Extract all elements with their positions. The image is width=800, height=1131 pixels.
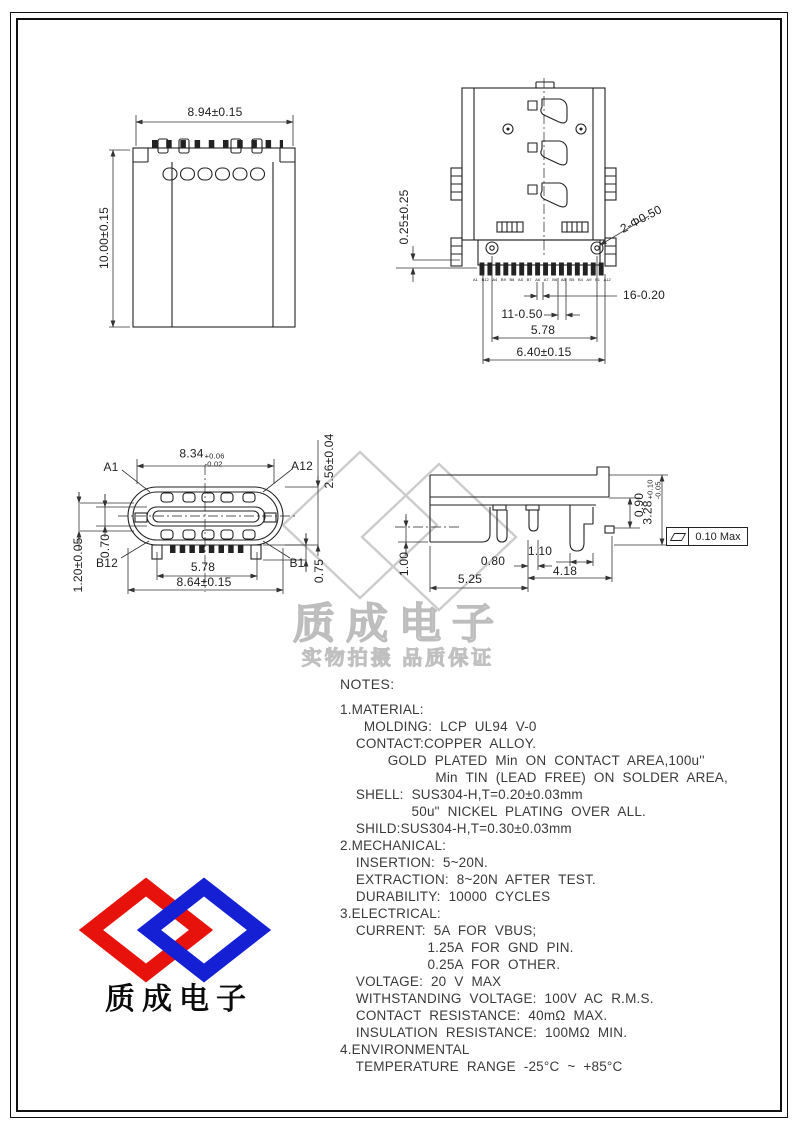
dim-side-leg2-width: 1.10 — [527, 544, 553, 558]
pin-label: A1 — [473, 277, 478, 282]
dim-side-span1: 5.25 — [457, 572, 483, 586]
watermark-subtitle: 实物拍摄 品质保证 — [301, 647, 495, 670]
company-name: 质成电子 — [105, 983, 253, 1016]
dim-front-height: 10.00±0.15 — [97, 207, 111, 269]
view-bottom-body — [451, 78, 616, 269]
pin-label: A7 — [543, 277, 549, 282]
dim-mating-shell-width: 8.64±0.15 — [176, 575, 232, 589]
pin-label: B8 — [509, 277, 515, 282]
pin-label: B4 — [577, 277, 583, 282]
flatness-value: 0.10 Max — [695, 530, 741, 543]
pin-label: A5 — [518, 277, 523, 282]
label-pin-a1: A1 — [103, 460, 119, 474]
notes-line: SHELL: SUS304-H,T=0.20±0.03mm — [340, 787, 583, 802]
dim-mating-opening: 1.20±0.05 — [71, 537, 85, 593]
notes-line: MOLDING: LCP UL94 V-0 — [340, 719, 537, 734]
dim-mating-width-tol: 8.34 +0.06 -0.02 — [179, 446, 225, 468]
dim-side-leg1-width: 0.80 — [480, 554, 506, 568]
notes-line: VOLTAGE: 20 V MAX — [340, 974, 502, 989]
notes-line: 50u" NICKEL PLATING OVER ALL. — [340, 804, 646, 819]
watermark-title: 质成电子 — [292, 600, 506, 647]
pin-label: B12 — [481, 277, 489, 282]
notes-line: CONTACT RESISTANCE: 40mΩ MAX. — [340, 1008, 608, 1023]
dim-mating-tongue: 0.70 — [98, 533, 112, 559]
view-bottom-dim-lines — [396, 216, 649, 364]
pin-label: A8 — [560, 277, 566, 282]
view-side-body — [395, 467, 614, 551]
dim-side-left-height: 1.00 — [397, 551, 411, 577]
dim-bottom-row-span: 6.40±0.15 — [516, 345, 572, 359]
pin-label: B7 — [526, 277, 532, 282]
pin-label: B6 — [552, 277, 558, 282]
notes-line: CONTACT:COPPER ALLOY. — [340, 736, 537, 751]
view-side-dim-lines — [398, 475, 668, 592]
notes-line: INSULATION RESISTANCE: 100MΩ MIN. — [340, 1025, 628, 1040]
dim-bottom-pin-width: 16-0.20 — [622, 288, 666, 302]
dim-bottom-pin-pitch: 11-0.50 — [501, 307, 543, 321]
notes-title: NOTES: — [340, 676, 395, 692]
notes-line: WITHSTANDING VOLTAGE: 100V AC R.M.S. — [340, 991, 654, 1006]
dim-mating-leg-length: 0.75 — [312, 558, 326, 584]
notes-block — [340, 676, 728, 1075]
notes-line: 2.MECHANICAL: — [340, 838, 447, 853]
flatness-frame — [666, 527, 748, 546]
pin-label: A9 — [586, 277, 592, 282]
notes-line: TEMPERATURE RANGE -25°C ~ +85°C — [340, 1059, 623, 1074]
notes-line: INSERTION: 5~20N. — [340, 855, 488, 870]
notes-line: 4.ENVIRONMENTAL — [340, 1042, 470, 1057]
pin-label: B1 — [595, 277, 600, 282]
dim-bottom-offset: 0.25±0.25 — [397, 189, 411, 245]
dim-side-standoff: 0.90 — [632, 492, 646, 518]
notes-lines — [340, 701, 728, 1075]
pin-label: A12 — [603, 277, 611, 282]
notes-line: EXTRACTION: 8~20N AFTER TEST. — [340, 872, 596, 887]
flatness-icon — [667, 528, 689, 545]
label-pin-a12: A12 — [291, 459, 313, 473]
notes-line: 3.ELECTRICAL: — [340, 906, 441, 921]
dim-side-span2: 4.18 — [552, 564, 578, 578]
label-pin-b1: B1 — [289, 556, 305, 570]
notes-line: CURRENT: 5A FOR VBUS; — [340, 923, 537, 938]
pin-label: A4 — [492, 277, 498, 282]
notes-line: 0.25A FOR OTHER. — [340, 957, 561, 972]
view-front-dim-lines — [109, 115, 293, 327]
dim-front-width: 8.94±0.15 — [187, 105, 243, 119]
pin-label: B5 — [569, 277, 575, 282]
view-front-body — [133, 139, 295, 327]
pin-label: A6 — [535, 277, 541, 282]
pin-label: B9 — [500, 277, 506, 282]
dim-bottom-holes: 2-Φ0.50 — [617, 202, 665, 236]
dim-mating-leg-pitch: 5.78 — [190, 560, 216, 574]
notes-line: GOLD PLATED Min ON CONTACT AREA,100u'' — [340, 753, 705, 768]
notes-line: 1.MATERIAL: — [340, 702, 424, 717]
notes-line: Min TIN (LEAD FREE) ON SOLDER AREA, — [340, 770, 728, 785]
notes-line: SHILD:SUS304-H,T=0.30±0.03mm — [340, 821, 572, 836]
label-pin-b12: B12 — [96, 556, 118, 570]
pin-label-row — [473, 277, 611, 282]
notes-line: DURABILITY: 10000 CYCLES — [340, 889, 551, 904]
dim-mating-shell-height: 2.56±0.04 — [322, 433, 336, 489]
dim-bottom-hole-span: 5.78 — [530, 323, 556, 337]
notes-line: 1.25A FOR GND PIN. — [340, 940, 574, 955]
dim-side-height-tol: 3.28 +0.10 -0.05 — [640, 479, 662, 525]
